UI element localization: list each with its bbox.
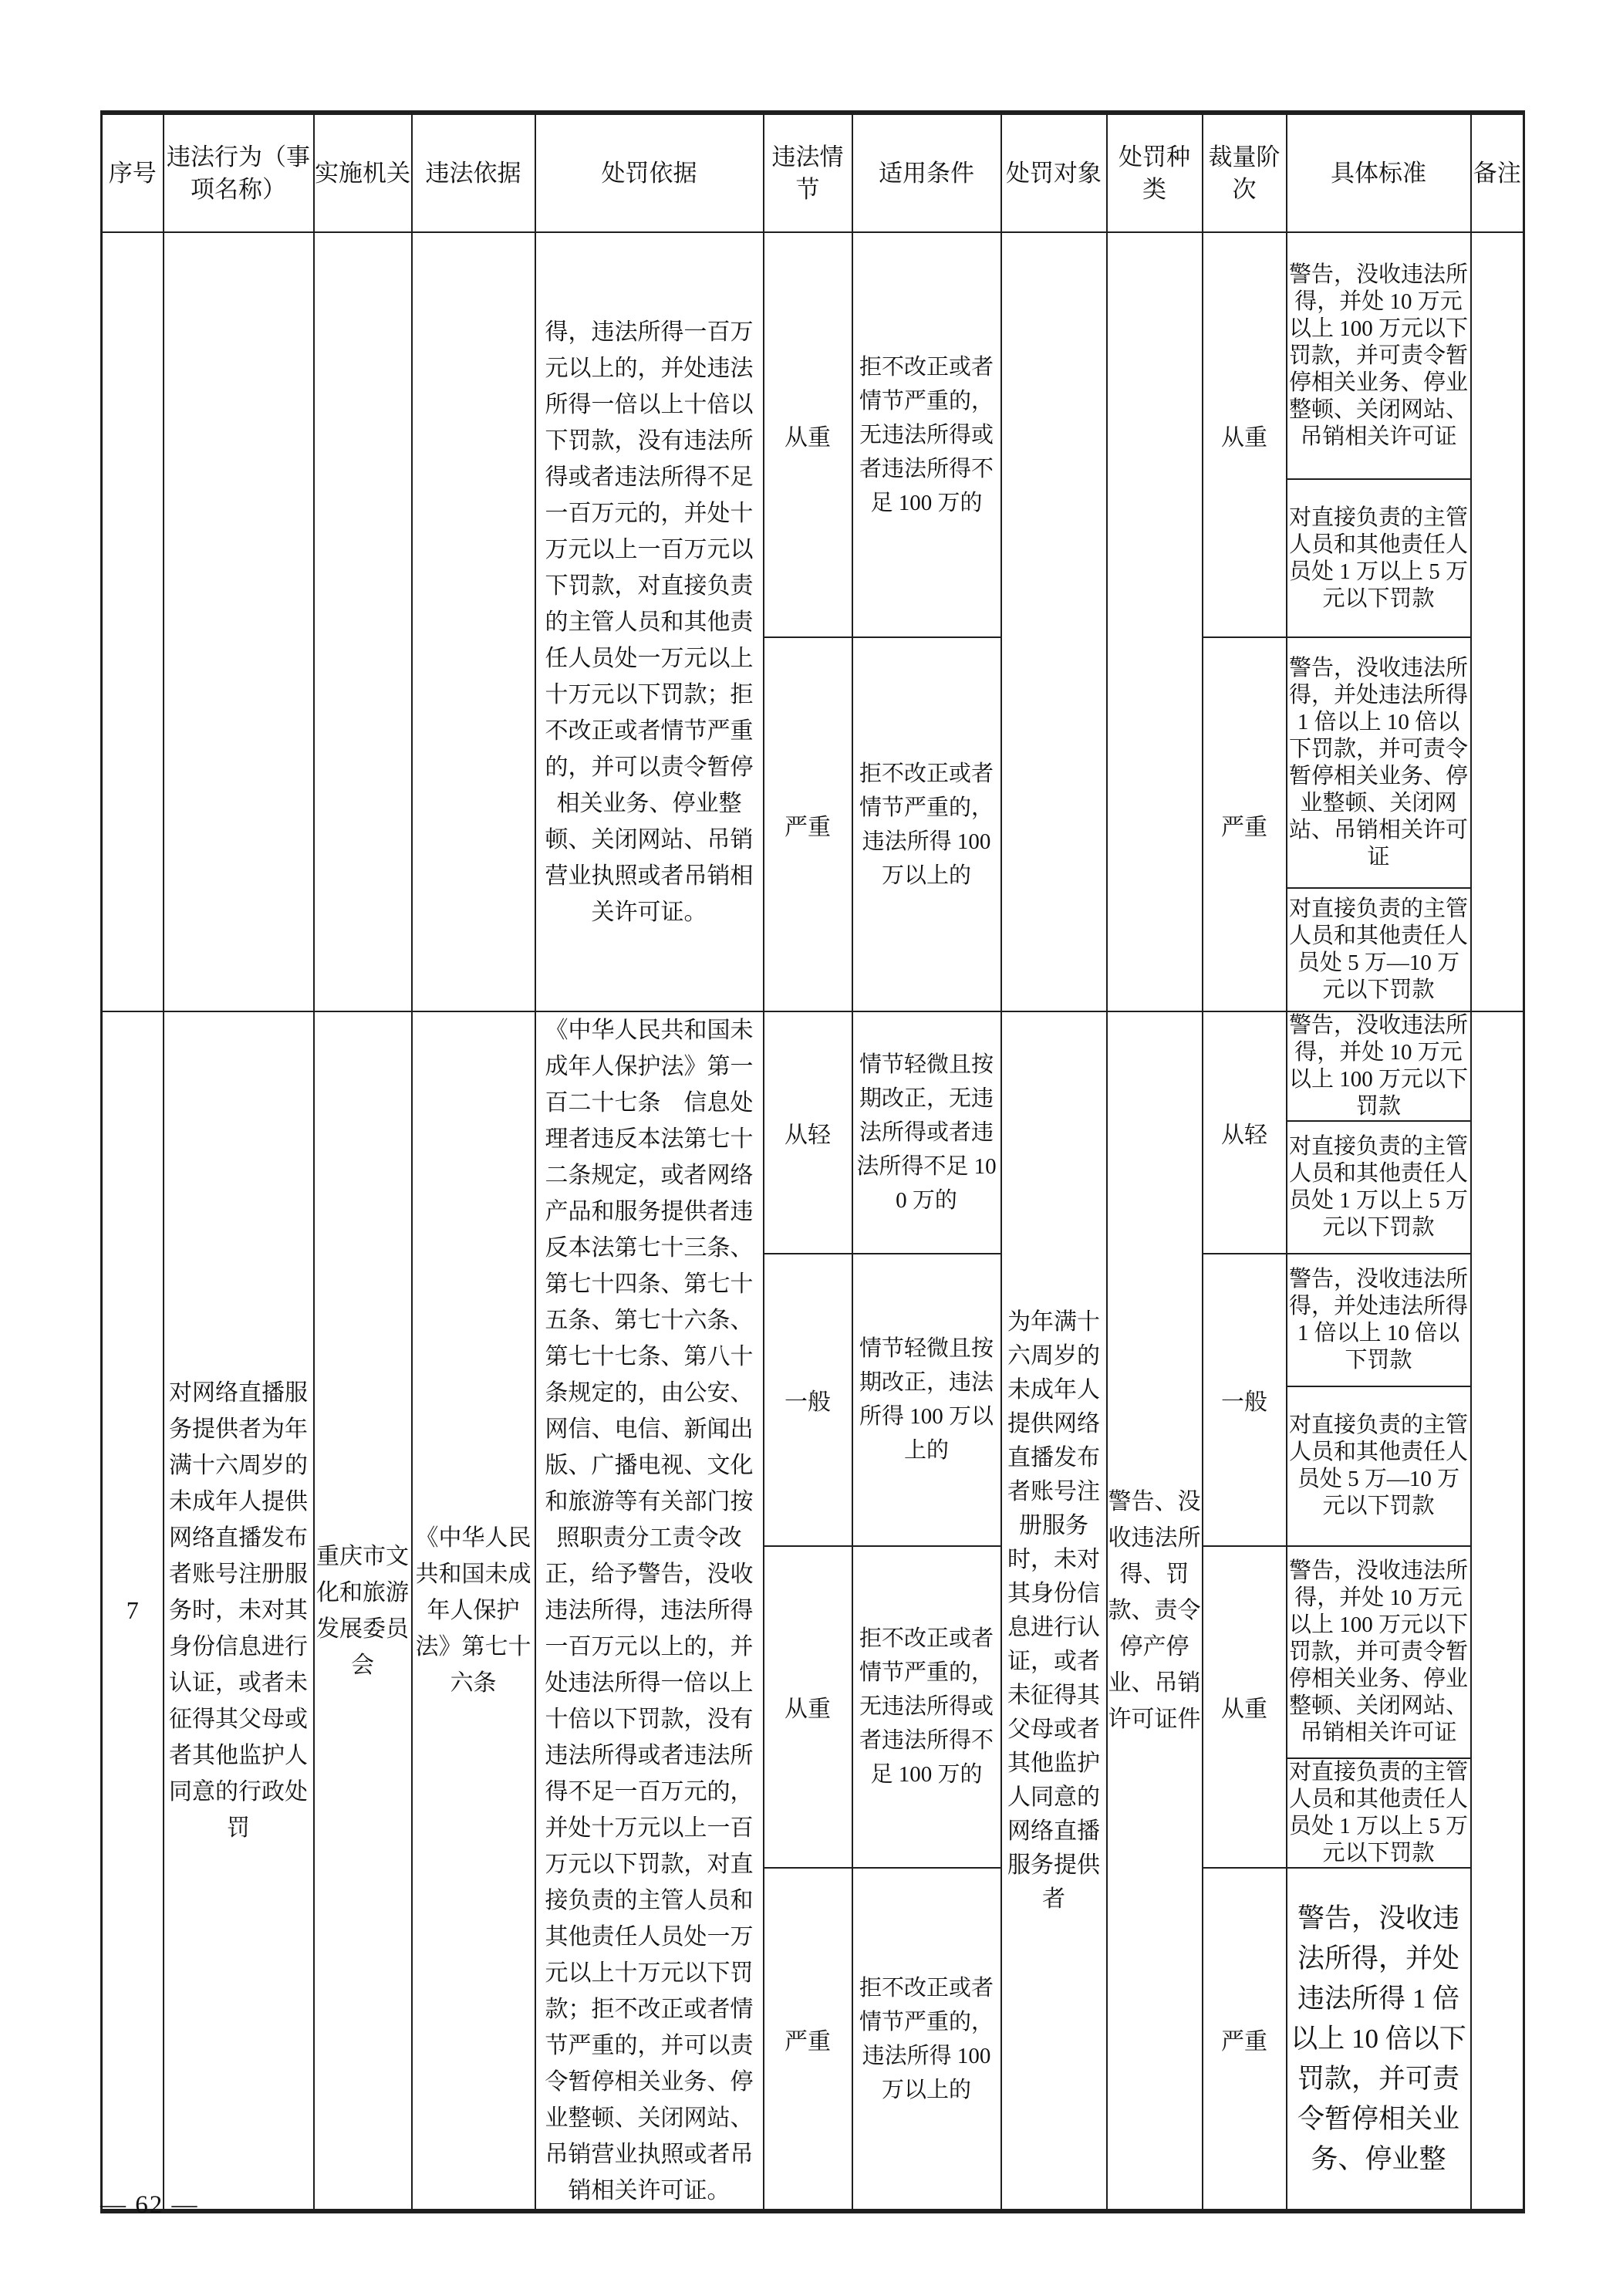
header-penalty-basis: 处罚依据 [535, 113, 764, 232]
row7-tier-general: 一般 [1203, 1254, 1287, 1546]
header-penalty-types: 处罚种类 [1107, 113, 1203, 232]
row7-standard-lenient-2: 对直接负责的主管人员和其他责任人员处 1 万以上 5 万元以下罚款 [1287, 1121, 1471, 1254]
prev-tier-severe: 严重 [1203, 637, 1287, 1011]
prev-agency-empty [314, 232, 412, 1011]
row7-seq: 7 [102, 1011, 164, 2211]
row7-legal-basis: 《中华人民共和国未成年人保护法》第七十六条 [412, 1011, 535, 2211]
row7-circumstance-aggravated: 从重 [764, 1546, 852, 1869]
prev-condition-severe: 拒不改正或者情节严重的，违法所得 100 万以上的 [852, 637, 1001, 1011]
header-legal-basis: 违法依据 [412, 113, 535, 232]
row7-penalty-types: 警告、没收违法所得、罚款、责令停产停业、吊销许可证件 [1107, 1011, 1203, 2211]
penalty-discretion-table [100, 110, 1525, 2213]
header-condition: 适用条件 [852, 113, 1001, 232]
row7-target: 为年满十六周岁的未成年人提供网络直播发布者账号注册服务时，未对其身份信息进行认证，或者未征得其父母或者其他监护人同意的网络直播服务提供者 [1001, 1011, 1107, 2211]
prev-condition-aggravated: 拒不改正或者情节严重的，无违法所得或者违法所得不足 100 万的 [852, 232, 1001, 637]
prev-target-empty [1001, 232, 1107, 1011]
row7-standard-general-1: 警告，没收违法所得，并处违法所得 1 倍以上 10 倍以下罚款 [1287, 1254, 1471, 1386]
header-agency: 实施机关 [314, 113, 412, 232]
row7-tier-aggravated: 从重 [1203, 1546, 1287, 1869]
prev-penalty-basis-tail: 得，违法所得一百万元以上的，并处违法所得一倍以上十倍以下罚款，没有违法所得或者违法所得不足一百万元的，并处十万元以上一百万元以下罚款，对直接负责的主管人员和其他责任人员处一万元以上十万元以下罚款；拒不改正或者情节严重的，并可以责令暂停相关业务、停业整顿、关闭网站、吊销营业执照或者吊销相关许可证。 [535, 232, 764, 1011]
row7-standard-lenient-1: 警告，没收违法所得，并处 10 万元以上 100 万元以下罚款 [1287, 1011, 1471, 1121]
prev-circumstance-severe: 严重 [764, 637, 852, 1011]
prev-standard-severe-1: 警告，没收违法所得，并处违法所得 1 倍以上 10 倍以下罚款，并可责令暂停相关业务、停业整顿、关闭网站、吊销相关许可证 [1287, 637, 1471, 888]
row7-standard-aggravated-2: 对直接负责的主管人员和其他责任人员处 1 万以上 5 万元以下罚款 [1287, 1758, 1471, 1868]
prev-legal-basis-empty [412, 232, 535, 1011]
header-circumstance: 违法情节 [764, 113, 852, 232]
table-row [102, 232, 1524, 479]
row7-violation: 对网络直播服务提供者为年满十六周岁的未成年人提供网络直播发布者账号注册服务时，未对其身份信息进行认证，或者未征得其父母或者其他监护人同意的行政处罚 [164, 1011, 314, 2211]
prev-standard-aggravated-2: 对直接负责的主管人员和其他责任人员处 1 万以上 5 万元以下罚款 [1287, 479, 1471, 637]
row7-circumstance-severe: 严重 [764, 1868, 852, 2211]
row7-penalty-basis: 《中华人民共和国未成年人保护法》第一百二十七条 信息处理者违反本法第七十二条规定，或者网络产品和服务提供者违反本法第七十三条、第七十四条、第七十五条、第七十六条、第七十七条、第八十条规定的，由公安、网信、电信、新闻出版、广播电视、文化和旅游等有关部门按照职责分工责令改正，给予警告，没收违法所得，违法所得一百万元以上的，并处违法所得一倍以上十倍以下罚款，没有违法所得或者违法所得不足一百万元的，并处十万元以上一百万元以下罚款，对直接负责的主管人员和其他责任人员处一万元以上十万元以下罚款；拒不改正或者情节严重的，并可以责令暂停相关业务、停业整顿、关闭网站、吊销营业执照或者吊销相关许可证。 [535, 1011, 764, 2211]
header-target: 处罚对象 [1001, 113, 1107, 232]
row7-condition-general: 情节轻微且按期改正，违法所得 100 万以上的 [852, 1254, 1001, 1546]
table-header-row [102, 113, 1524, 232]
header-tier: 裁量阶次 [1203, 113, 1287, 232]
prev-standard-aggravated-1: 警告，没收违法所得，并处 10 万元以上 100 万元以下罚款，并可责令暂停相关业务、停业整顿、关闭网站、吊销相关许可证 [1287, 232, 1471, 479]
prev-standard-severe-2: 对直接负责的主管人员和其他责任人员处 5 万—10 万元以下罚款 [1287, 888, 1471, 1011]
prev-violation-empty [164, 232, 314, 1011]
prev-tier-aggravated: 从重 [1203, 232, 1287, 637]
row7-circumstance-general: 一般 [764, 1254, 852, 1546]
page-number: — 62 — [100, 2191, 199, 2219]
row7-condition-severe: 拒不改正或者情节严重的，违法所得 100 万以上的 [852, 1868, 1001, 2211]
header-violation: 违法行为（事项名称） [164, 113, 314, 232]
row7-remark-empty [1471, 1011, 1524, 2211]
row7-tier-severe: 严重 [1203, 1868, 1287, 2211]
header-seq: 序号 [102, 113, 164, 232]
row7-tier-lenient: 从轻 [1203, 1011, 1287, 1254]
row7-agency: 重庆市文化和旅游发展委员会 [314, 1011, 412, 2211]
row7-standard-general-2: 对直接负责的主管人员和其他责任人员处 5 万—10 万元以下罚款 [1287, 1386, 1471, 1546]
header-standard: 具体标准 [1287, 113, 1471, 232]
table-row [102, 1011, 1524, 1121]
row7-condition-aggravated: 拒不改正或者情节严重的，无违法所得或者违法所得不足 100 万的 [852, 1546, 1001, 1869]
row7-standard-aggravated-1: 警告，没收违法所得，并处 10 万元以上 100 万元以下罚款，并可责令暂停相关业务、停业整顿、关闭网站、吊销相关许可证 [1287, 1546, 1471, 1759]
prev-seq-empty [102, 232, 164, 1011]
prev-remark-empty [1471, 232, 1524, 1011]
prev-penalty-types-empty [1107, 232, 1203, 1011]
header-remark: 备注 [1471, 113, 1524, 232]
row7-condition-lenient: 情节轻微且按期改正，无违法所得或者违法所得不足 100 万的 [852, 1011, 1001, 1254]
prev-circumstance-aggravated: 从重 [764, 232, 852, 637]
row7-standard-severe-1: 警告，没收违法所得，并处违法所得 1 倍以上 10 倍以下罚款，并可责令暂停相关业务、停业整 [1287, 1868, 1471, 2211]
row7-circumstance-lenient: 从轻 [764, 1011, 852, 1254]
